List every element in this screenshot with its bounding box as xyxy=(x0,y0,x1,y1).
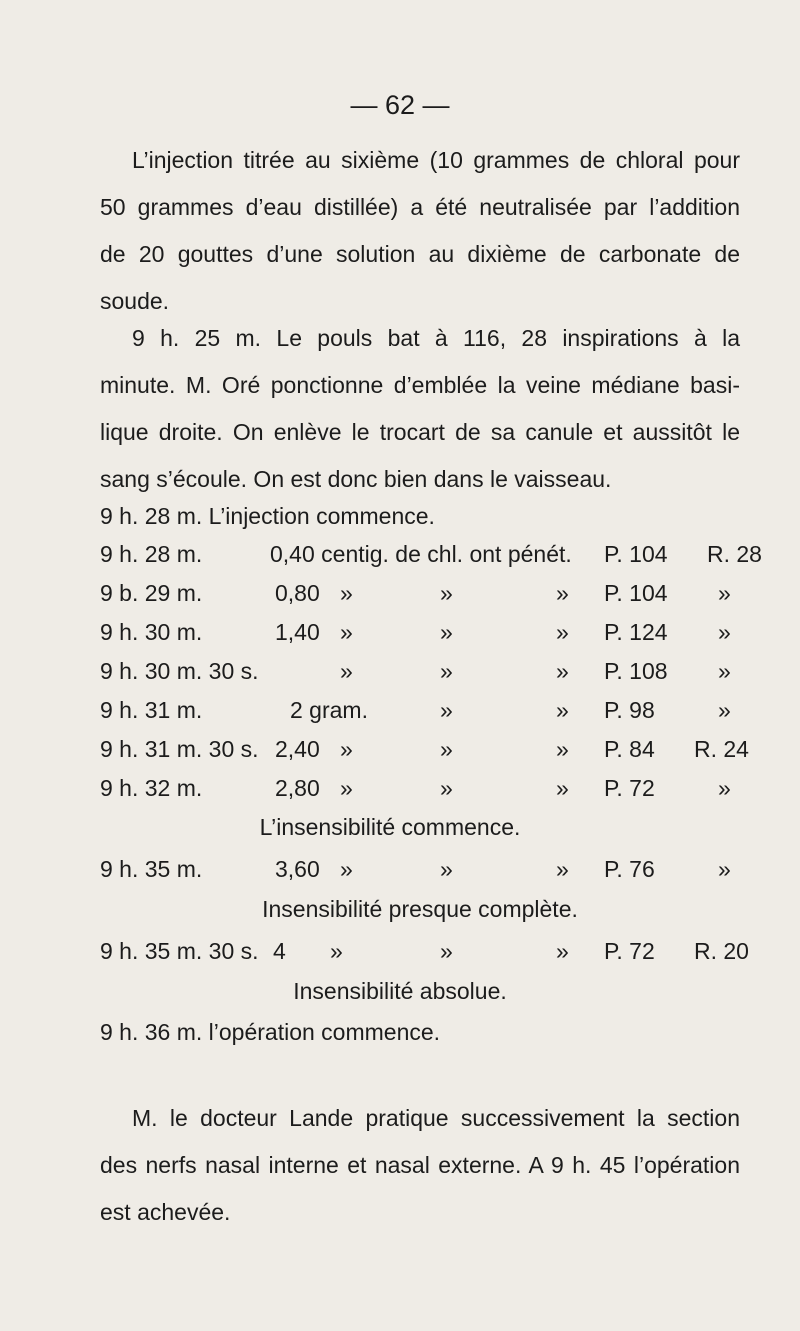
log-row xyxy=(0,736,800,776)
log-respiration: » xyxy=(718,856,731,882)
log-respiration: R. 20 xyxy=(694,938,749,964)
text-line: de 20 gouttes d’une solution au dixième de carbonate de xyxy=(100,241,740,267)
paragraph-operation xyxy=(100,1095,740,1236)
ditto-mark: » xyxy=(340,658,353,684)
text-line: sang s’écoule. On est donc bien dans le vaisseau. xyxy=(100,466,612,492)
ditto-mark: » xyxy=(556,775,569,801)
log-respiration: » xyxy=(718,697,731,723)
ditto-mark: » xyxy=(440,580,453,606)
ditto-mark: » xyxy=(556,619,569,645)
log-time: 9 h. 31 m. 30 s. xyxy=(100,736,259,762)
page-number: — 62 — xyxy=(350,90,450,120)
ditto-mark: » xyxy=(556,736,569,762)
log-dose: 2,40 xyxy=(275,736,320,762)
log-row xyxy=(0,541,800,581)
paragraph-injection-preparation xyxy=(100,137,740,325)
text-line: minute. M. Oré ponctionne d’emblée la veine médiane basi- xyxy=(100,372,740,398)
ditto-mark: » xyxy=(440,619,453,645)
log-dose: 0,80 xyxy=(275,580,320,606)
observation-note: L’insensibilité commence. xyxy=(259,814,521,840)
ditto-mark: » xyxy=(556,938,569,964)
paragraph-puncture xyxy=(100,315,740,503)
log-row xyxy=(0,697,800,737)
text-line: 9 h. 25 m. Le pouls bat à 116, 28 inspirations à la xyxy=(132,325,740,351)
log-dose: 1,40 xyxy=(275,619,320,645)
ditto-mark: » xyxy=(330,938,343,964)
log-respiration: » xyxy=(718,580,731,606)
ditto-mark: » xyxy=(340,775,353,801)
ditto-mark: » xyxy=(556,580,569,606)
log-dose: 3,60 xyxy=(275,856,320,882)
ditto-mark: » xyxy=(440,775,453,801)
log-time: 9 h. 28 m. xyxy=(100,541,203,567)
log-time: 9 h. 35 m. 30 s. xyxy=(100,938,259,964)
log-row xyxy=(0,580,800,620)
log-time: 9 h. 32 m. xyxy=(100,775,203,801)
log-pulse: P. 104 xyxy=(604,541,668,567)
log-respiration: R. 28 xyxy=(707,541,762,567)
ditto-mark: » xyxy=(440,658,453,684)
log-dose: 2 gram. xyxy=(290,697,368,723)
ditto-mark: » xyxy=(340,736,353,762)
log-dose: 0,40 centig. de chl. ont pénét. xyxy=(270,541,572,567)
log-time: 9 h. 35 m. xyxy=(100,856,203,882)
ditto-mark: » xyxy=(340,856,353,882)
observation-note: Insensibilité absolue. xyxy=(293,978,507,1004)
log-pulse: P. 84 xyxy=(604,736,655,762)
log-respiration: » xyxy=(718,775,731,801)
log-pulse: P. 98 xyxy=(604,697,655,723)
ditto-mark: » xyxy=(340,619,353,645)
text-line: M. le docteur Lande pratique successivement la section xyxy=(132,1105,740,1131)
ditto-mark: » xyxy=(440,697,453,723)
log-dose: 4 xyxy=(273,938,286,964)
ditto-mark: » xyxy=(340,580,353,606)
log-pulse: P. 104 xyxy=(604,580,668,606)
log-pulse: P. 76 xyxy=(604,856,655,882)
log-row xyxy=(0,775,800,815)
log-respiration: » xyxy=(718,658,731,684)
text-line: L’injection titrée au sixième (10 grammes de chloral pour xyxy=(132,147,740,173)
text-line: soude. xyxy=(100,288,170,314)
ditto-mark: » xyxy=(440,938,453,964)
text-line: lique droite. On enlève le trocart de sa canule et aussitôt le xyxy=(100,419,740,445)
text-line: est achevée. xyxy=(100,1199,231,1225)
ditto-mark: » xyxy=(556,856,569,882)
log-row xyxy=(0,619,800,659)
ditto-mark: » xyxy=(556,697,569,723)
ditto-mark: » xyxy=(440,856,453,882)
log-row xyxy=(0,658,800,698)
log-row xyxy=(0,856,800,896)
log-row xyxy=(0,938,800,978)
observation-note: Insensibilité presque complète. xyxy=(262,896,578,922)
text-line: des nerfs nasal interne et nasal externe. A 9 h. 45 l’opération xyxy=(100,1152,740,1178)
log-pulse: P. 108 xyxy=(604,658,668,684)
log-intro: 9 h. 28 m. L’injection commence. xyxy=(100,503,435,529)
text-line: 50 grammes d’eau distillée) a été neutralisée par l’addition xyxy=(100,194,740,220)
log-respiration: » xyxy=(718,619,731,645)
ditto-mark: » xyxy=(556,658,569,684)
log-time: 9 h. 30 m. 30 s. xyxy=(100,658,259,684)
log-time: 9 h. 31 m. xyxy=(100,697,203,723)
log-end: 9 h. 36 m. l’opération commence. xyxy=(100,1019,441,1045)
log-dose: 2,80 xyxy=(275,775,320,801)
log-respiration: R. 24 xyxy=(694,736,749,762)
log-pulse: P. 72 xyxy=(604,938,655,964)
ditto-mark: » xyxy=(440,736,453,762)
log-time: 9 b. 29 m. xyxy=(100,580,203,606)
log-pulse: P. 72 xyxy=(604,775,655,801)
log-pulse: P. 124 xyxy=(604,619,668,645)
log-time: 9 h. 30 m. xyxy=(100,619,203,645)
